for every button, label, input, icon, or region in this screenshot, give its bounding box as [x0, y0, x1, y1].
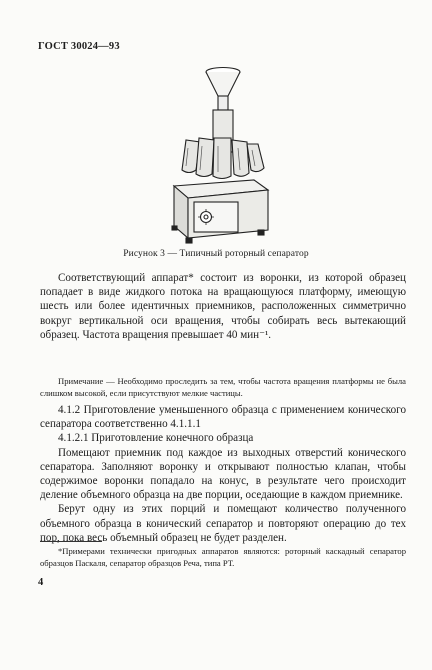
footnote-block — [40, 545, 406, 569]
paragraph-procedure: Помещают приемник под каждое из выходных отверстий конического сепаратора. Заполняют воронку и открывают полностью клапан, чтобы содержимое воронки попадало на конус, в результате чего происходит деление объемного образца на две порции, оседающие в каждом приемнике. — [40, 446, 406, 502]
figure-caption: Рисунок 3 — Типичный роторный сепаратор — [123, 249, 309, 259]
section-heading-4-1-2-1: 4.1.2.1 Приготовление конечного образца — [58, 432, 254, 445]
page-number: 4 — [38, 577, 44, 588]
note-block — [40, 376, 406, 399]
section-4-1-2 — [40, 403, 406, 545]
footnote-divider — [40, 541, 102, 542]
section-heading-4-1-2: 4.1.2 Приготовление уменьшенного образца с применением конического сепаратора соответственно 4.1.1.1 — [40, 404, 406, 431]
main-paragraph — [40, 271, 406, 342]
paragraph-repeat: Берут одну из этих порций и помещают количество полученного объемного образца в конический сепаратор и повторяют операцию до тех пор, пока весь объемный образец не будет разделен. — [40, 503, 406, 544]
separator-drawing — [150, 62, 290, 252]
footnote-text: *Примерами технически пригодных аппаратов являются: роторный каскадный сепаратор образцов Паскаля, сепаратор образцов Реча, типа РТ. — [40, 546, 406, 568]
standard-header: ГОСТ 30024—93 — [38, 41, 120, 52]
rotary-separator-illustration — [150, 62, 290, 252]
note-text: Примечание — Необходимо проследить за тем, чтобы частота вращения платформы не была слишком высокой, если присутствуют мелкие частицы. — [40, 376, 406, 398]
paragraph-apparatus: Соответствующий аппарат* состоит из воронки, из которой образец попадает в виде жидкого потока на вращающуюся платформу, имеющую шесть или более идентичных приемников, расположенных симметрично вокруг вертикальной оси вращения, чтобы собирать весь вытекающий образец. Частота вращения превышает 40 мин⁻¹. — [40, 272, 406, 341]
